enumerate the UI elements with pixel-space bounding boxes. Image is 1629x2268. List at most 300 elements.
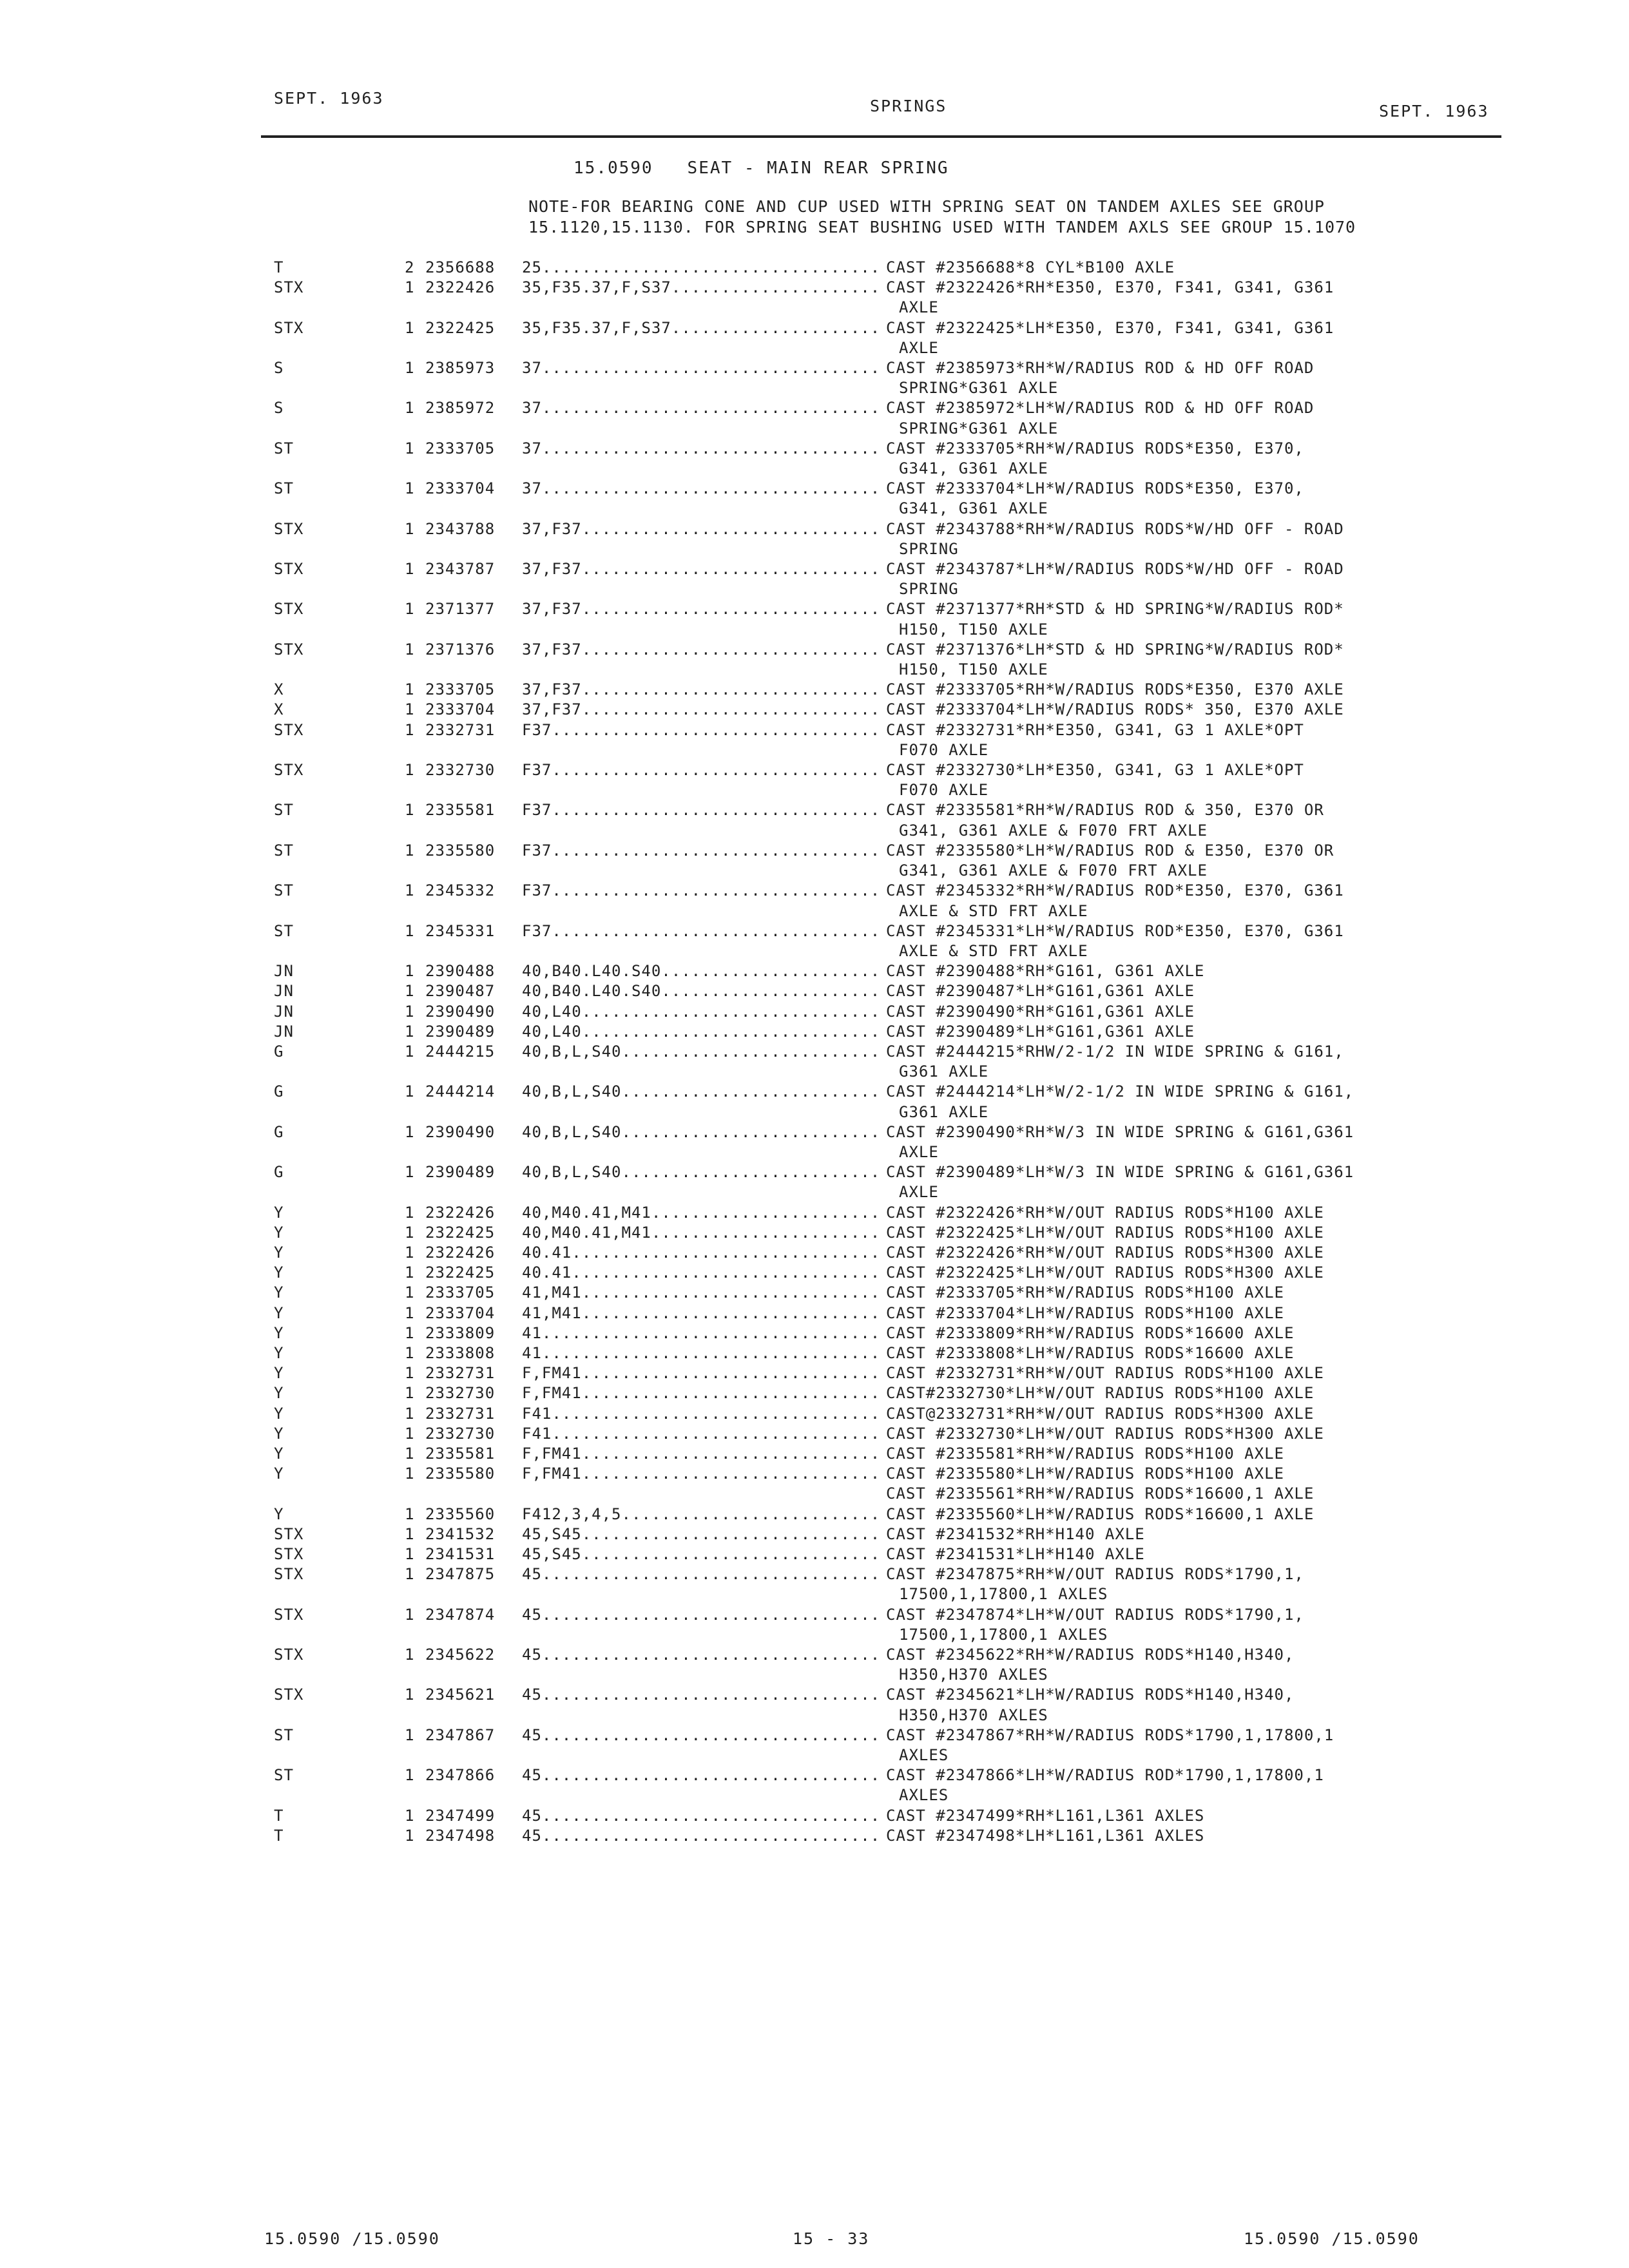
description [886,479,1466,519]
description-line: CAST #2335581*RH*W/RADIUS ROD & 350, E370 OR [886,801,1324,820]
model-code: Y [274,1504,284,1523]
part-number: 2347866 [425,1766,496,1785]
model-code: STX [274,278,304,297]
description [886,640,1466,680]
description-line: CAST #2332731*RH*E350, G341, G3 1 AXLE*OPT [886,720,1304,739]
description-line: AXLES [899,1746,949,1765]
description [886,680,1466,700]
description-line: CAST #2345331*LH*W/RADIUS ROD*E350, E370, G361 [886,921,1344,940]
part-number: 2341531 [425,1545,496,1563]
description-line: H350,H370 AXLES [899,1666,1048,1684]
model-list: 37 ..... [522,479,880,499]
quantity: 1 [405,1465,414,1483]
part-number: 2444215 [425,1042,496,1061]
model-code: STX [274,761,304,780]
description-line: CAST #2341531*LH*H140 AXLE [886,1545,1145,1563]
part-number: 2322425 [425,1264,496,1282]
model-code: STX [274,600,304,619]
quantity: 1 [405,1424,414,1443]
model-list: 40,L40 ..... [522,1002,880,1022]
description [886,1806,1466,1826]
part-number: 2333809 [425,1323,496,1342]
part-number: 2385972 [425,399,496,418]
part-number: 2390490 [425,1122,496,1141]
part-number: 2332731 [425,1364,496,1383]
description [886,720,1466,760]
list-item [0,981,1629,1001]
list-item [0,841,1629,881]
description [886,1303,1466,1323]
part-number: 2390490 [425,1002,496,1021]
model-list: 37 ..... [522,439,880,459]
footer-right: 15.0590 /15.0590 [1244,2229,1420,2248]
part-number: 2332730 [425,1424,496,1443]
quantity: 1 [405,1323,414,1342]
list-item [0,1826,1629,1846]
list-item [0,1303,1629,1323]
quantity: 1 [405,700,414,719]
model-list: 41 ..... [522,1323,880,1343]
model-list: 37 ..... [522,398,880,418]
model-list: 40,B40.L40.S40 ..... [522,961,880,981]
quantity: 1 [405,278,414,297]
description-line: AXLE [899,338,939,357]
description [886,559,1466,599]
description [886,1725,1466,1765]
model-list: F41 ..... [522,1424,880,1444]
list-item [0,278,1629,318]
quantity: 1 [405,1223,414,1242]
description-line: CAST #2347875*RH*W/OUT RADIUS RODS*1790,1, [886,1565,1304,1584]
description-line: CAST #2333704*LH*W/RADIUS RODS* 350, E370 AXLE [886,700,1344,719]
model-list: 37,F37 ..... [522,700,880,720]
quantity: 1 [405,1022,414,1041]
description-line: CAST #2322426*RH*W/OUT RADIUS RODS*H100 AXLE [886,1203,1324,1222]
quantity: 1 [405,1364,414,1383]
description [886,800,1466,840]
part-number: 2322425 [425,1223,496,1242]
part-number: 2333704 [425,479,496,498]
description-line: CAST #2347498*LH*L161,L361 AXLES [886,1826,1205,1845]
model-list: 41,M41 ..... [522,1303,880,1323]
quantity: 1 [405,1504,414,1523]
quantity: 1 [405,479,414,498]
model-list: F412,3,4,5 ..... [522,1504,880,1524]
model-list: F,FM41 ..... [522,1383,880,1403]
description-line: AXLES [899,1786,949,1805]
part-number: 2322426 [425,278,496,297]
quantity: 1 [405,1444,414,1463]
description [886,1404,1466,1424]
part-number: 2356688 [425,258,496,276]
part-number: 2341532 [425,1524,496,1543]
model-code: STX [274,1686,304,1704]
model-list: 45,S45 ..... [522,1544,880,1564]
description-line: CAST #2347499*RH*L161,L361 AXLES [886,1806,1205,1825]
part-number: 2390488 [425,962,496,981]
model-code: T [274,1826,284,1845]
part-number: 2335581 [425,1444,496,1463]
part-number: 2335581 [425,801,496,820]
model-list: F37 ..... [522,881,880,901]
description-line: H150, T150 AXLE [899,660,1048,679]
list-item [0,1203,1629,1223]
list-item [0,1002,1629,1022]
model-code: STX [274,1545,304,1563]
model-list: 40.41 ..... [522,1243,880,1263]
description-line: CAST #2444215*RHW/2-1/2 IN WIDE SPRING & G161, [886,1042,1344,1061]
model-code: ST [274,439,294,457]
model-code: STX [274,640,304,658]
model-list: F,FM41 ..... [522,1363,880,1383]
model-list: 37,F37 ..... [522,640,880,660]
part-number: 2343788 [425,519,496,538]
section-title [574,159,949,178]
part-number: 2347498 [425,1826,496,1845]
list-item [0,1564,1629,1604]
model-list: F37 ..... [522,841,880,861]
model-list: 45 ..... [522,1685,880,1705]
model-list: 45 ..... [522,1765,880,1785]
model-code: JN [274,982,294,1001]
description [886,1203,1466,1223]
model-code: JN [274,962,294,981]
list-item [0,439,1629,479]
model-code: ST [274,921,294,940]
model-code: Y [274,1384,284,1403]
model-list: F41 ..... [522,1404,880,1424]
description-line: CAST #2390490*RH*G161,G361 AXLE [886,1002,1195,1021]
description-line: CAST #2343787*LH*W/RADIUS RODS*W/HD OFF - ROAD [886,560,1344,579]
list-item [0,1725,1629,1765]
quantity: 1 [405,519,414,538]
description-line: CAST #2390489*LH*G161,G361 AXLE [886,1022,1195,1041]
description [886,1504,1466,1524]
quantity: 2 [405,258,414,276]
model-code: Y [274,1364,284,1383]
quantity: 1 [405,1826,414,1845]
model-code: STX [274,519,304,538]
list-item [0,479,1629,519]
list-item [0,1806,1629,1826]
description-line: CAST #2322426*RH*W/OUT RADIUS RODS*H300 AXLE [886,1243,1324,1262]
list-item [0,1383,1629,1403]
description-line: CAST #2333705*RH*W/RADIUS RODS*E350, E370, [886,439,1304,457]
description-line: CAST #2444214*LH*W/2-1/2 IN WIDE SPRING & G161, [886,1082,1354,1101]
model-list: F37 ..... [522,800,880,820]
description [886,1122,1466,1162]
note-line-2: 15.1120,15.1130. FOR SPRING SEAT BUSHING USED WITH TANDEM AXLS SEE GROUP 15.1070 [528,218,1356,236]
model-code: G [274,1122,284,1141]
quantity: 1 [405,1806,414,1825]
model-list: 40,B,L,S40 ..... [522,1162,880,1182]
model-list: 40,B,L,S40 ..... [522,1082,880,1102]
list-item [0,700,1629,720]
description [886,1243,1466,1263]
header-date-right: SEPT. 1963 [1379,102,1489,120]
list-item [0,1404,1629,1424]
quantity: 1 [405,1766,414,1785]
list-item [0,1243,1629,1263]
model-list: F37 ..... [522,921,880,941]
description-line: CAST #2343788*RH*W/RADIUS RODS*W/HD OFF - ROAD [886,519,1344,538]
model-code: JN [274,1002,294,1021]
quantity: 1 [405,801,414,820]
quantity: 1 [405,600,414,619]
model-code: STX [274,720,304,739]
model-list: 35,F35.37,F,S37 ..... [522,318,880,338]
list-item [0,921,1629,961]
list-item [0,720,1629,760]
description [886,1464,1466,1504]
list-item [0,760,1629,800]
model-code: ST [274,881,294,900]
footer-page-number: 15 - 33 [793,2229,870,2248]
description [886,1444,1466,1464]
part-number: 2333704 [425,700,496,719]
description-line: CAST #2335560*LH*W/RADIUS RODS*16600,1 AXLE [886,1504,1315,1523]
part-number: 2333705 [425,439,496,457]
model-list: 40,L40 ..... [522,1022,880,1042]
description-line: CAST #2333705*RH*W/RADIUS RODS*H100 AXLE [886,1283,1284,1302]
model-list: 40,M40.41,M41 ..... [522,1203,880,1223]
part-number: 2371377 [425,600,496,619]
description-line: F070 AXLE [899,781,989,800]
description-line: G361 AXLE [899,1062,989,1081]
description-line: 17500,1,17800,1 AXLES [899,1625,1108,1644]
model-code: ST [274,479,294,498]
description-line: CAST #2335580*LH*W/RADIUS RODS*H100 AXLE [886,1465,1284,1483]
section-name: SEAT - MAIN REAR SPRING [687,159,949,178]
description [886,1042,1466,1082]
list-item [0,1645,1629,1685]
description [886,1645,1466,1685]
model-code: X [274,700,284,719]
list-item [0,1162,1629,1202]
model-code: STX [274,1605,304,1624]
part-number: 2345621 [425,1686,496,1704]
description-line: CAST #2322426*RH*E350, E370, F341, G341, G361 [886,278,1335,297]
model-code: Y [274,1323,284,1342]
description [886,1544,1466,1564]
quantity: 1 [405,680,414,699]
list-item [0,1343,1629,1363]
list-item [0,1464,1629,1504]
model-code: Y [274,1283,284,1302]
quantity: 1 [405,399,414,418]
description [886,519,1466,559]
description-line: CAST #2385972*LH*W/RADIUS ROD & HD OFF ROAD [886,399,1315,418]
list-item [0,519,1629,559]
model-list: 40,M40.41,M41 ..... [522,1223,880,1243]
description-line: CAST #2347867*RH*W/RADIUS RODS*1790,1,17800,1 [886,1725,1335,1744]
quantity: 1 [405,1524,414,1543]
quantity: 1 [405,1384,414,1403]
model-code: Y [274,1223,284,1242]
list-item [0,599,1629,639]
description-line: CAST #2345621*LH*W/RADIUS RODS*H140,H340, [886,1686,1295,1704]
quantity: 1 [405,1605,414,1624]
list-item [0,1605,1629,1645]
quantity: 1 [405,761,414,780]
model-list: 40,B,L,S40 ..... [522,1122,880,1142]
part-number: 2322425 [425,318,496,337]
description-line: SPRING [899,539,959,558]
part-number: 2347874 [425,1605,496,1624]
description-line: F070 AXLE [899,740,989,759]
list-item [0,398,1629,438]
description [886,961,1466,981]
model-code: G [274,1042,284,1061]
description [886,1363,1466,1383]
description-line: CAST #2335581*RH*W/RADIUS RODS*H100 AXLE [886,1444,1284,1463]
description-line: CAST #2335561*RH*W/RADIUS RODS*16600,1 AXLE [886,1485,1315,1503]
description [886,1223,1466,1243]
model-list: F,FM41 ..... [522,1444,880,1464]
list-item [0,680,1629,700]
list-item [0,1263,1629,1283]
quantity: 1 [405,1163,414,1182]
model-list: F37 ..... [522,720,880,740]
model-list: 35,F35.37,F,S37 ..... [522,278,880,298]
list-item [0,1223,1629,1243]
model-list: 45 ..... [522,1826,880,1846]
description [886,981,1466,1001]
quantity: 1 [405,921,414,940]
quantity: 1 [405,720,414,739]
description-line: CAST#2332730*LH*W/OUT RADIUS RODS*H100 AXLE [886,1384,1315,1403]
part-number: 2332731 [425,720,496,739]
list-item [0,640,1629,680]
quantity: 1 [405,1343,414,1362]
description [886,881,1466,921]
description-line: CAST #2332730*LH*E350, G341, G3 1 AXLE*OPT [886,761,1304,780]
description [886,1383,1466,1403]
description [886,398,1466,438]
description [886,921,1466,961]
description [886,1564,1466,1604]
footer-left: 15.0590 /15.0590 [264,2229,440,2248]
list-item [0,800,1629,840]
note-line-1: NOTE-FOR BEARING CONE AND CUP USED WITH SPRING SEAT ON TANDEM AXLES SEE GROUP [528,197,1325,216]
model-code: Y [274,1424,284,1443]
part-number: 2345332 [425,881,496,900]
description-line: CAST #2347874*LH*W/OUT RADIUS RODS*1790,1, [886,1605,1304,1624]
description-line: CAST #2332731*RH*W/OUT RADIUS RODS*H100 AXLE [886,1364,1324,1383]
description-line: AXLE & STD FRT AXLE [899,901,1088,920]
list-item [0,258,1629,278]
description [886,278,1466,318]
list-item [0,1363,1629,1383]
description-line: G341, G361 AXLE & F070 FRT AXLE [899,821,1208,840]
list-item [0,1082,1629,1122]
description-line: CAST #2333704*LH*W/RADIUS RODS*H100 AXLE [886,1303,1284,1322]
model-code: STX [274,1646,304,1664]
quantity: 1 [405,1122,414,1141]
model-list: 45 ..... [522,1725,880,1745]
model-list: 37,F37 ..... [522,599,880,619]
quantity: 1 [405,640,414,658]
description [886,358,1466,398]
quantity: 1 [405,1565,414,1584]
model-code: ST [274,1725,294,1744]
quantity: 1 [405,1283,414,1302]
quantity: 1 [405,1404,414,1423]
description [886,1424,1466,1444]
model-list: 45 ..... [522,1564,880,1584]
description [886,760,1466,800]
model-code: STX [274,1565,304,1584]
quantity: 1 [405,318,414,337]
list-item [0,1685,1629,1725]
description-line: G341, G361 AXLE & F070 FRT AXLE [899,861,1208,880]
description-line: G341, G361 AXLE [899,459,1048,478]
quantity: 1 [405,1303,414,1322]
description-line: AXLE & STD FRT AXLE [899,941,1088,960]
part-number: 2347499 [425,1806,496,1825]
list-item [0,1504,1629,1524]
description [886,1263,1466,1283]
model-code: X [274,680,284,699]
description-line: CAST #2347866*LH*W/RADIUS ROD*1790,1,17800,1 [886,1766,1324,1785]
list-item [0,881,1629,921]
part-number: 2444214 [425,1082,496,1101]
quantity: 1 [405,1646,414,1664]
quantity: 1 [405,1545,414,1563]
quantity: 1 [405,1042,414,1061]
part-number: 2390487 [425,982,496,1001]
description-line: CAST #2345622*RH*W/RADIUS RODS*H140,H340, [886,1646,1295,1664]
model-code: G [274,1082,284,1101]
quantity: 1 [405,359,414,378]
part-number: 2371376 [425,640,496,658]
model-list: F,FM41 ..... [522,1464,880,1484]
model-code: G [274,1163,284,1182]
model-list: 37,F37 ..... [522,559,880,579]
description-line: G361 AXLE [899,1102,989,1121]
model-code: Y [274,1303,284,1322]
model-code: Y [274,1404,284,1423]
model-code: Y [274,1264,284,1282]
model-code: T [274,1806,284,1825]
quantity: 1 [405,841,414,860]
model-list: 45 ..... [522,1806,880,1826]
description [886,1162,1466,1202]
model-code: Y [274,1343,284,1362]
description [886,1826,1466,1846]
description-line: CAST #2333809*RH*W/RADIUS RODS*16600 AXLE [886,1323,1295,1342]
part-number: 2333705 [425,680,496,699]
quantity: 1 [405,560,414,579]
description [886,700,1466,720]
description-line: CAST #2390489*LH*W/3 IN WIDE SPRING & G161,G361 [886,1163,1354,1182]
description-line: AXLE [899,1183,939,1202]
description-line: CAST #2341532*RH*H140 AXLE [886,1524,1145,1543]
description-line: AXLE [899,1142,939,1161]
header-rule [261,135,1501,138]
list-item [0,1424,1629,1444]
quantity: 1 [405,1686,414,1704]
model-list: 45 ..... [522,1605,880,1625]
description [886,1022,1466,1042]
description [886,1524,1466,1544]
description-line: H350,H370 AXLES [899,1706,1048,1724]
model-code: STX [274,560,304,579]
list-item [0,559,1629,599]
model-code: JN [274,1022,294,1041]
quantity: 1 [405,881,414,900]
model-list: 25 ..... [522,258,880,278]
